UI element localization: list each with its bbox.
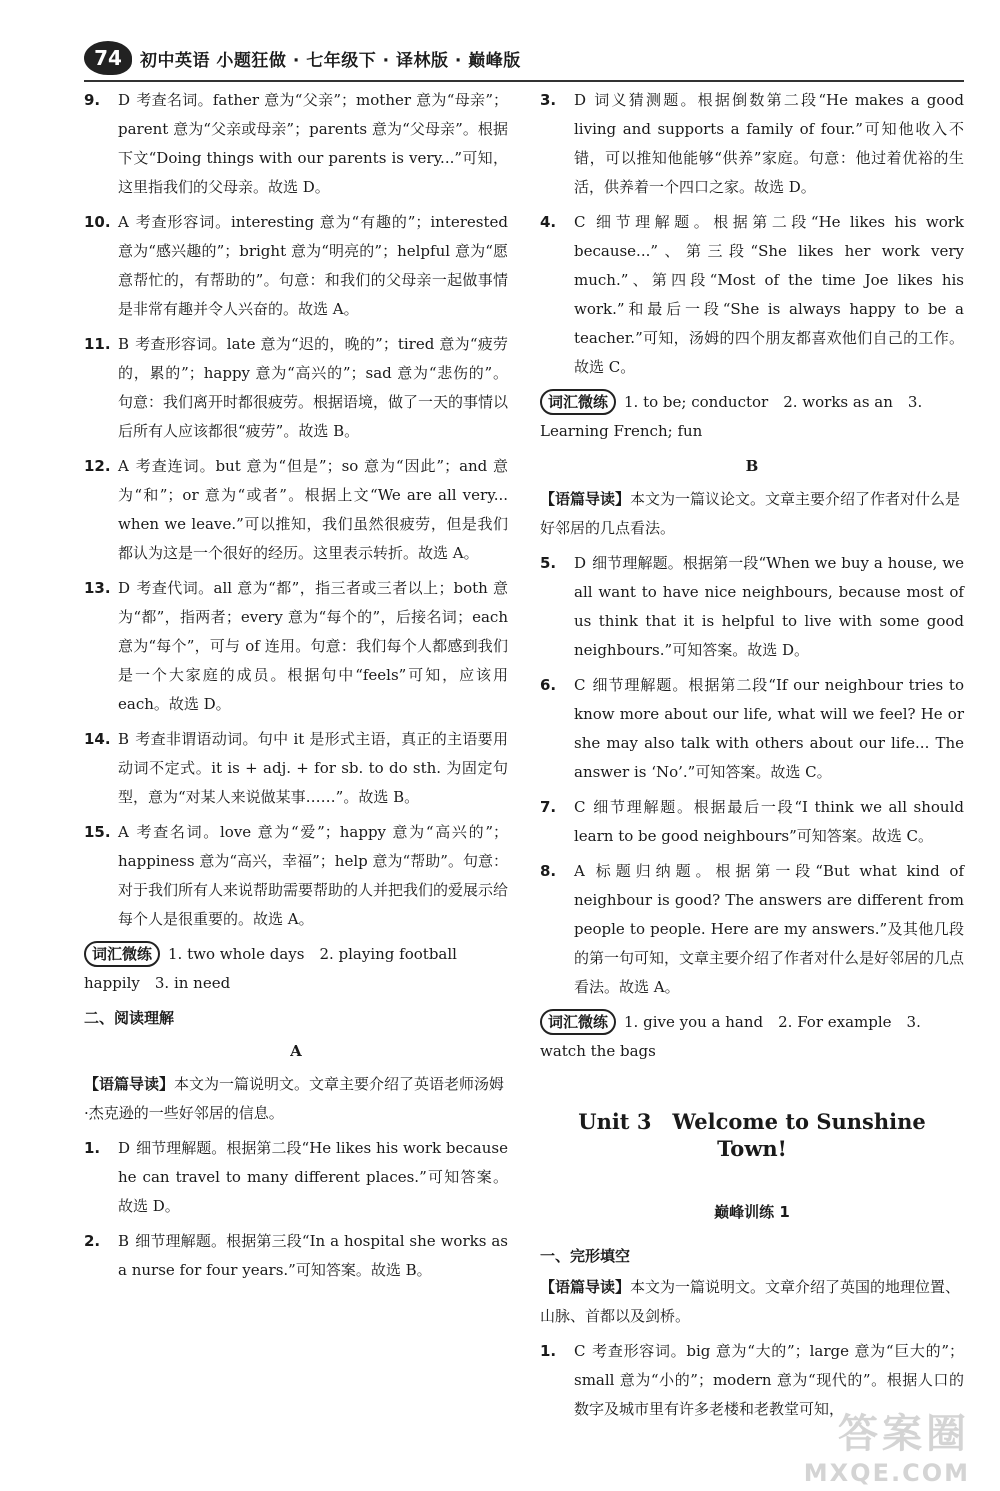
vocab-answers: 1. two whole days 2. playing football happily 3. in need [84,945,457,992]
item-number: 8. [540,862,557,880]
vocab-badge: 词汇微练 [84,941,160,967]
item-explanation: 考查非谓语动词。句中 it 是形式主语，真正的主语要用动词不定式。it is + adj. + for sb. to do sth. 为固定句型，意为“对某人来说做某事……”。故选 B。 [118,730,508,806]
item-answer: D [118,91,131,109]
passage-letter: A [290,1042,302,1060]
item-explanation: 考查名词。love 意为“爱”；happy 意为“高兴的”；happiness 意为“高兴，幸福”；help 意为“帮助”。句意：对于我们所有人来说帮助需要帮助的人并把我们的爱展示给每个人是很重要的。故选 A。 [118,823,509,928]
vocab-badge: 词汇微练 [540,1009,616,1035]
item-answer: A [118,823,129,841]
item-answer: D [118,579,131,597]
item-answer: D [574,554,587,572]
item-number: 15. [84,823,111,841]
item-number: 9. [84,91,101,109]
item-number: 7. [540,798,557,816]
answer-item [84,574,508,719]
passage-letter: B [745,457,759,475]
answer-item [84,1227,508,1285]
answer-item [540,793,964,851]
item-explanation: 细节理解题。根据第二段“If our neighbour tries to know more about our life, what will we feel? He or she may also talk with others about our life... The answer is ‘No’.”可知答案。故选 C。 [574,676,964,781]
item-answer: A [118,213,129,231]
item-answer: A [118,457,129,475]
item-answer: C [574,1342,586,1360]
header-divider [84,80,964,82]
book-title: 初中英语 小题狂做 · 七年级下 · 译林版 · 巅峰版 [140,50,521,71]
passage-guide [540,485,964,543]
item-number: 2. [84,1232,101,1250]
item-answer: C [574,798,586,816]
item-number: 10. [84,213,111,231]
vocab-answers: 1. give you a hand 2. For example 3. watch the bags [540,1013,921,1060]
guide-tag: 【语篇导读】 [540,490,631,508]
item-explanation: 标题归纳题。根据第一段“But what kind of neighbour is good? The answers are different from people to people. Here are my answers.”及其他几段的第一句可知，文章主要介绍了作者对什么是好邻居的几点看法。故选 A。 [574,862,965,996]
item-explanation: 考查连词。but 意为“但是”；so 意为“因此”；and 意为“和”；or 意为“或者”。根据上文“We are all very... when we leave.”可以推知，我们虽然很疲劳，但是我们都认为这是一个很好的经历。这里表示转折。故选 A。 [118,457,508,562]
item-explanation: 词义猜测题。根据倒数第二段“He makes a good living and supports a family of four.”可知他收入不错，可以推知他能够“供养”家庭。句意：他过着优裕的生活，供养着一个四口之家。故选 D。 [574,91,964,196]
item-number: 12. [84,457,111,475]
section-heading: 一、完形填空 [540,1247,631,1265]
page-header [84,36,964,80]
item-answer: A [574,862,585,880]
left-column [84,86,508,1291]
answer-item [84,208,508,324]
guide-text: 本文为一篇议论文。文章主要介绍了作者对什么是好邻居的几点看法。 [540,490,961,537]
answer-item [540,549,964,665]
item-answer: D [118,1139,131,1157]
passage-guide [84,1070,508,1128]
item-explanation: 考查形容词。big 意为“大的”；large 意为“巨大的”；small 意为“小的”；modern 意为“现代的”。根据人口的数字及城市里有许多老楼和老教堂可知， [574,1342,964,1418]
guide-tag: 【语篇导读】 [540,1278,631,1296]
guide-tag: 【语篇导读】 [84,1075,175,1093]
watermark-url: MXQE.COM [803,1459,970,1487]
item-answer: D [574,91,587,109]
item-explanation: 考查形容词。interesting 意为“有趣的”；interested 意为“感兴趣的”；bright 意为“明亮的”；helpful 意为“愿意帮忙的，有帮助的”。句意：和我们的父母亲一起做事情是非常有趣并令人兴奋的。故选 A。 [118,213,508,318]
guide-text: 本文为一篇说明文。文章主要介绍了英语老师汤姆·杰克逊的一些好邻居的信息。 [84,1075,505,1122]
item-answer: B [118,730,130,748]
vocab-practice [540,1008,964,1066]
answer-item [84,86,508,202]
item-number: 11. [84,335,111,353]
item-number: 4. [540,213,557,231]
answer-item [84,330,508,446]
item-answer: C [574,213,586,231]
answer-item [84,1134,508,1221]
item-explanation: 考查代词。all 意为“都”，指三者或三者以上；both 意为“都”，指两者；every 意为“每个的”，后接名词；each 意为“每个”，可与 of 连用。句意：我们每个人都感到我们是一个大家庭的成员。根据句中“feels”可知，应该用 each。故选 D。 [118,579,508,713]
vocab-practice [540,388,964,446]
item-number: 1. [84,1139,101,1157]
item-number: 6. [540,676,557,694]
answer-item [540,857,964,1002]
unit-title: Unit 3 Welcome to Sunshine Town! [578,1109,926,1161]
answer-item [84,452,508,568]
item-number: 14. [84,730,111,748]
answer-item [84,725,508,812]
item-answer: C [574,676,586,694]
answer-item [540,208,964,382]
answer-item [540,86,964,202]
answer-item [84,818,508,934]
item-number: 13. [84,579,111,597]
watermark-logo [804,1402,970,1487]
item-answer: B [118,335,130,353]
item-explanation: 考查形容词。late 意为“迟的，晚的”；tired 意为“疲劳的，累的”；happy 意为“高兴的”；sad 意为“悲伤的”。句意：我们离开时都很疲劳。根据语境，做了一天的事情以后所有人应该都很“疲劳”。故选 B。 [118,335,509,440]
watermark-text: 答案圈 [838,1411,970,1457]
item-explanation: 细节理解题。根据第二段“He likes his work because...”、第三段“She likes her work very much.”、第四段“Most of the time Joe likes his work.”和最后一段“She is always happy to be a teacher.”可知，汤姆的四个朋友都喜欢他们自己的工作。故选 C。 [574,213,964,376]
item-number: 5. [540,554,557,572]
item-explanation: 细节理解题。根据最后一段“I think we all should learn to be good neighbours”可知答案。故选 C。 [574,798,964,845]
item-explanation: 考查名词。father 意为“父亲”；mother 意为“母亲”；parent 意为“父亲或母亲”；parents 意为“父母亲”。根据下文“Doing things with our parents is very...”可知，这里指我们的父母亲。故选 D。 [118,91,508,196]
item-explanation: 细节理解题。根据第二段“He likes his work because he can travel to many different places.”可知答案。故选 D。 [118,1139,508,1215]
right-column [540,86,964,1430]
vocab-badge: 词汇微练 [540,389,616,415]
answer-item [540,671,964,787]
page-number: 74 [84,41,132,75]
item-answer: B [118,1232,130,1250]
vocab-answers: 1. to be; conductor 2. works as an 3. Learning French; fun [540,393,923,440]
section-heading: 二、阅读理解 [84,1009,175,1027]
training-title: 巅峰训练 1 [714,1203,790,1221]
item-explanation: 细节理解题。根据第一段“When we buy a house, we all want to have nice neighbours, because most of us think that it is helpful to live with some good neighbours.”可知答案。故选 D。 [574,554,964,659]
vocab-practice [84,940,508,998]
passage-guide [540,1273,964,1331]
guide-text: 本文为一篇说明文。文章介绍了英国的地理位置、山脉、首都以及剑桥。 [540,1278,961,1325]
item-number: 3. [540,91,557,109]
item-number: 1. [540,1342,557,1360]
item-explanation: 细节理解题。根据第三段“In a hospital she works as a nurse for four years.”可知答案。故选 B。 [118,1232,508,1279]
